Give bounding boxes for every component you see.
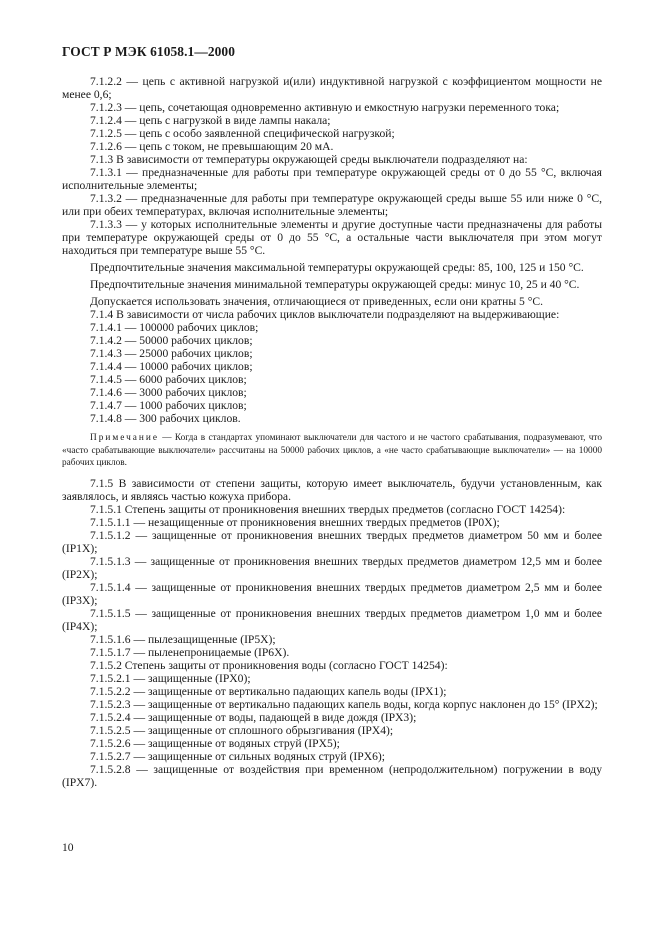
preferred-max-temperature: Предпочтительные значения максимальной температуры окружающей среды: 85, 100, 125 и 150 °С.: [90, 261, 584, 274]
clause-7-1-5-2-7: 7.1.5.2.7 — защищенные от сильных водяных струй (IPX6);: [90, 749, 385, 763]
clause-7-1-4-7: 7.1.4.7 — 1000 рабочих циклов;: [90, 399, 247, 412]
clause-7-1-4-6: 7.1.4.6 — 3000 рабочих циклов;: [90, 386, 247, 399]
clause-7-1-2-2: 7.1.2.2 — цепь с активной нагрузкой и(или) индуктивной нагрузкой с коэффициентом мощности не менее 0,6;: [62, 75, 602, 101]
clause-7-1-5-1-7: 7.1.5.1.7 — пыленепроницаемые (IP6X).: [90, 645, 290, 659]
note: [62, 432, 602, 470]
clause-7-1-2-3: 7.1.2.3 — цепь, сочетающая одновременно активную и емкостную нагрузки переменного тока;: [90, 101, 560, 114]
preferred-min-temperature: Предпочтительные значения минимальной температуры окружающей среды: минус 10, 25 и 40 °С.: [90, 278, 580, 291]
clause-7-1-5-1-5: 7.1.5.1.5 — защищенные от проникновения внешних твердых предметов диаметром 1,0 мм и более (IP4X);: [62, 606, 602, 633]
clause-7-1-5-2-4: 7.1.5.2.4 — защищенные от воды, падающей в виде дождя (IPX3);: [90, 710, 417, 724]
note-lead: Примечание: [90, 433, 159, 443]
document-body: [62, 75, 602, 789]
clause-7-1-3-1: 7.1.3.1 — предназначенные для работы при температуре окружающей среды от 0 до 55 °С, включая исполнительные элементы;: [62, 166, 602, 192]
clause-7-1-5: 7.1.5 В зависимости от степени защиты, которую имеет выключатель, будучи установленным, как заявлялось, и являясь частью кожуха прибора.: [62, 476, 602, 503]
clause-7-1-5-1-2: 7.1.5.1.2 — защищенные от проникновения внешних твердых предметов диаметром 50 мм и более (IP1X);: [62, 528, 602, 555]
clause-7-1-4-1: 7.1.4.1 — 100000 рабочих циклов;: [90, 321, 259, 334]
clause-7-1-5-2-5: 7.1.5.2.5 — защищенные от сплошного обрызгивания (IPX4);: [90, 723, 394, 737]
clause-7-1-5-2-3: 7.1.5.2.3 — защищенные от вертикально падающих капель воды, когда корпус наклонен до 15° (IPX2);: [90, 697, 598, 711]
clause-7-1-2-6: 7.1.2.6 — цепь с током, не превышающим 20 мА.: [90, 140, 334, 153]
clause-7-1-3-3: 7.1.3.3 — у которых исполнительные элементы и другие доступные части предназначены для работы при температуре окружающей среды от 0 до 55 °С, а остальные части выключателя при этом могут находиться при температуре выше 55 °С.: [62, 218, 602, 257]
clause-7-1-5-1-6: 7.1.5.1.6 — пылезащищенные (IP5X);: [90, 632, 276, 646]
clause-7-1-5-2-2: 7.1.5.2.2 — защищенные от вертикально падающих капель воды (IPX1);: [90, 684, 447, 698]
clause-7-1-4-4: 7.1.4.4 — 10000 рабочих циклов;: [90, 360, 253, 373]
clause-7-1-5-1-3: 7.1.5.1.3 — защищенные от проникновения внешних твердых предметов диаметром 12,5 мм и более (IP2X);: [62, 554, 602, 581]
allowed-values: Допускается использовать значения, отличающиеся от приведенных, если они кратны 5 °С.: [90, 295, 543, 308]
document-header: ГОСТ Р МЭК 61058.1—2000: [62, 44, 236, 59]
clause-7-1-4-2: 7.1.4.2 — 50000 рабочих циклов;: [90, 334, 253, 347]
clause-7-1-4: 7.1.4 В зависимости от числа рабочих циклов выключатели подразделяют на выдерживающие:: [90, 308, 560, 321]
clause-7-1-5-1-4: 7.1.5.1.4 — защищенные от проникновения внешних твердых предметов диаметром 2,5 мм и более (IP3X);: [62, 580, 602, 607]
clause-7-1-5-2-6: 7.1.5.2.6 — защищенные от водяных струй (IPX5);: [90, 736, 340, 750]
clause-7-1-4-5: 7.1.4.5 — 6000 рабочих циклов;: [90, 373, 247, 386]
clause-7-1-5-2-8: 7.1.5.2.8 — защищенные от воздействия при временном (непродолжительном) погружении в воду (IPX7).: [62, 762, 602, 789]
clause-7-1-3: 7.1.3 В зависимости от температуры окружающей среды выключатели подразделяют на:: [90, 153, 528, 166]
clause-7-1-2-5: 7.1.2.5 — цепь с особо заявленной специфической нагрузкой;: [90, 127, 395, 140]
clause-7-1-4-3: 7.1.4.3 — 25000 рабочих циклов;: [90, 347, 253, 360]
clause-7-1-5-2: 7.1.5.2 Степень защиты от проникновения воды (согласно ГОСТ 14254):: [90, 658, 448, 672]
clause-7-1-4-8: 7.1.4.8 — 300 рабочих циклов.: [90, 412, 241, 425]
clause-7-1-3-2: 7.1.3.2 — предназначенные для работы при температуре окружающей среды выше 55 или ниже 0 °С, или при обеих температурах, включая исполнительные элементы;: [62, 192, 602, 218]
clause-7-1-2-4: 7.1.2.4 — цепь с нагрузкой в виде лампы накала;: [90, 114, 331, 127]
page-number: 10: [62, 841, 74, 854]
clause-7-1-5-1: 7.1.5.1 Степень защиты от проникновения внешних твердых предметов (согласно ГОСТ 14254):: [90, 502, 566, 516]
note-text: — Когда в стандартах упоминают выключатели для частого и не частого срабатывания, подразумевают, что «часто срабатывающие выключатели» рассчитаны на 50000 рабочих циклов, а «не часто срабатывающие выключатели» — на 10000 рабочих циклов.: [62, 433, 602, 468]
clause-7-1-5-1-1: 7.1.5.1.1 — незащищенные от проникновения внешних твердых предметов (IP0X);: [90, 515, 500, 529]
clause-7-1-5-2-1: 7.1.5.2.1 — защищенные (IPX0);: [90, 671, 251, 685]
